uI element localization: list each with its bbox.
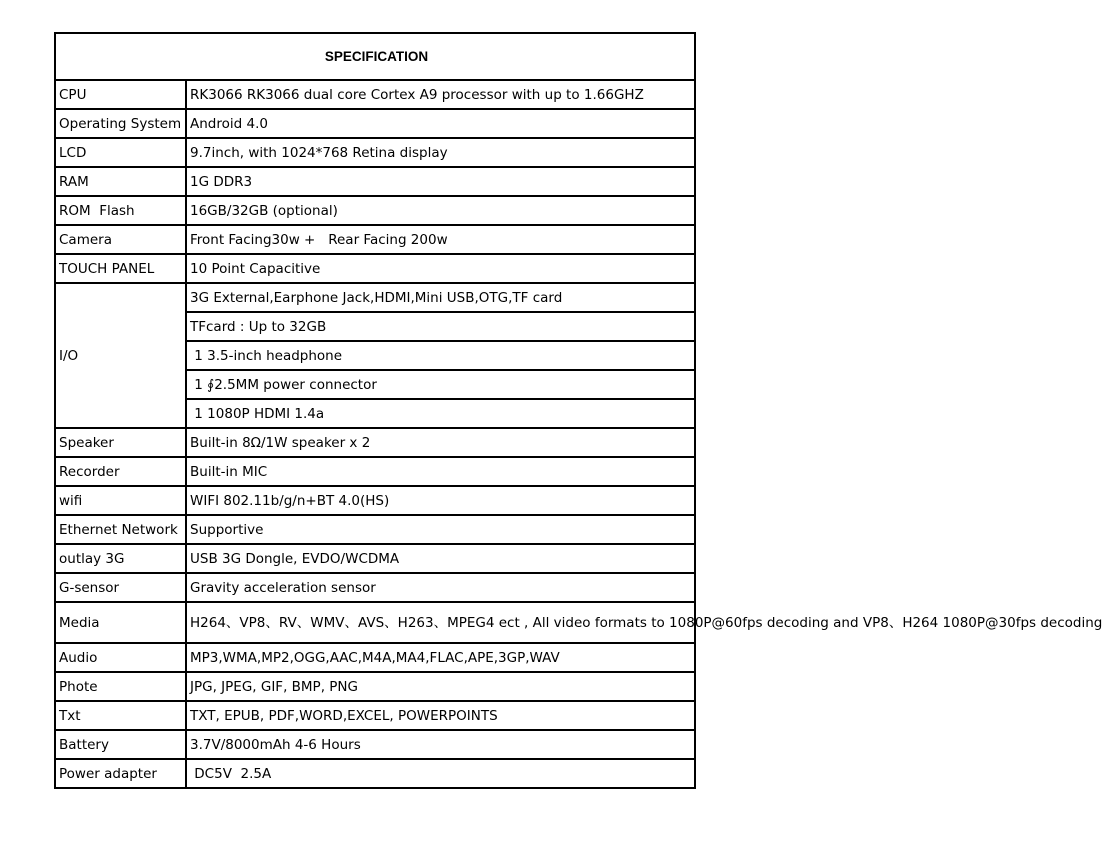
spec-value: 9.7inch, with 1024*768 Retina display (186, 138, 695, 167)
spec-value: JPG, JPEG, GIF, BMP, PNG (186, 672, 695, 701)
spec-label: Camera (55, 225, 186, 254)
spec-label: wifi (55, 486, 186, 515)
spec-value: TFcard : Up to 32GB (186, 312, 695, 341)
spec-label: CPU (55, 80, 186, 109)
spec-value: 10 Point Capacitive (186, 254, 695, 283)
table-row (55, 643, 695, 672)
spec-value: Supportive (186, 515, 695, 544)
spec-value: MP3,WMA,MP2,OGG,AAC,M4A,MA4,FLAC,APE,3GP,WAV (186, 643, 695, 672)
spec-label: Txt (55, 701, 186, 730)
spec-value: 3.7V/8000mAh 4-6 Hours (186, 730, 695, 759)
spec-label: outlay 3G (55, 544, 186, 573)
table-row (55, 701, 695, 730)
spec-value: 1 1080P HDMI 1.4a (186, 399, 695, 428)
table-row (55, 138, 695, 167)
spec-value: 1G DDR3 (186, 167, 695, 196)
table-row (55, 109, 695, 138)
spec-value: 1 ∮2.5MM power connector (186, 370, 695, 399)
spec-value: Gravity acceleration sensor (186, 573, 695, 602)
spec-value: TXT, EPUB, PDF,WORD,EXCEL, POWERPOINTS (186, 701, 695, 730)
spec-value: Built-in 8Ω/1W speaker x 2 (186, 428, 695, 457)
table-title: SPECIFICATION (55, 33, 695, 80)
spec-value: 3G External,Earphone Jack,HDMI,Mini USB,OTG,TF card (186, 283, 695, 312)
table-row (55, 428, 695, 457)
spec-value: WIFI 802.11b/g/n+BT 4.0(HS) (186, 486, 695, 515)
table-row (55, 225, 695, 254)
spec-value: H264、VP8、RV、WMV、AVS、H263、MPEG4 ect , All video formats to 1080P@60fps decoding and VP8、H264 1080P@30fps decoding (186, 602, 695, 643)
specification-table (54, 32, 1102, 789)
table-row (55, 672, 695, 701)
spec-label: Audio (55, 643, 186, 672)
table-row (55, 167, 695, 196)
spec-label: Media (55, 602, 186, 643)
spec-label: Recorder (55, 457, 186, 486)
spec-label: Operating System (55, 109, 186, 138)
spec-label: Speaker (55, 428, 186, 457)
spec-label: TOUCH PANEL (55, 254, 186, 283)
spec-value: Built-in MIC (186, 457, 695, 486)
table-row (55, 730, 695, 759)
spec-label-io: I/O (55, 283, 186, 428)
table-row (55, 80, 695, 109)
spec-label: Ethernet Network (55, 515, 186, 544)
spec-label: G-sensor (55, 573, 186, 602)
spec-label: Phote (55, 672, 186, 701)
table-row-media (55, 602, 695, 643)
spec-value: RK3066 RK3066 dual core Cortex A9 processor with up to 1.66GHZ (186, 80, 695, 109)
spec-value: Android 4.0 (186, 109, 695, 138)
table-row-io (55, 283, 695, 312)
table-row (55, 515, 695, 544)
spec-label: Battery (55, 730, 186, 759)
table-row (55, 196, 695, 225)
table-row (55, 544, 695, 573)
table-row (55, 486, 695, 515)
spec-label: Power adapter (55, 759, 186, 788)
spec-value: 16GB/32GB (optional) (186, 196, 695, 225)
spec-value: USB 3G Dongle, EVDO/WCDMA (186, 544, 695, 573)
table-row (55, 759, 695, 788)
spec-value: 1 3.5-inch headphone (186, 341, 695, 370)
table-row (55, 573, 695, 602)
table-row (55, 254, 695, 283)
spec-value: DC5V 2.5A (186, 759, 695, 788)
spec-label: RAM (55, 167, 186, 196)
spec-label: LCD (55, 138, 186, 167)
spec-value: Front Facing30w + Rear Facing 200w (186, 225, 695, 254)
table-row (55, 457, 695, 486)
spec-label: ROM Flash (55, 196, 186, 225)
